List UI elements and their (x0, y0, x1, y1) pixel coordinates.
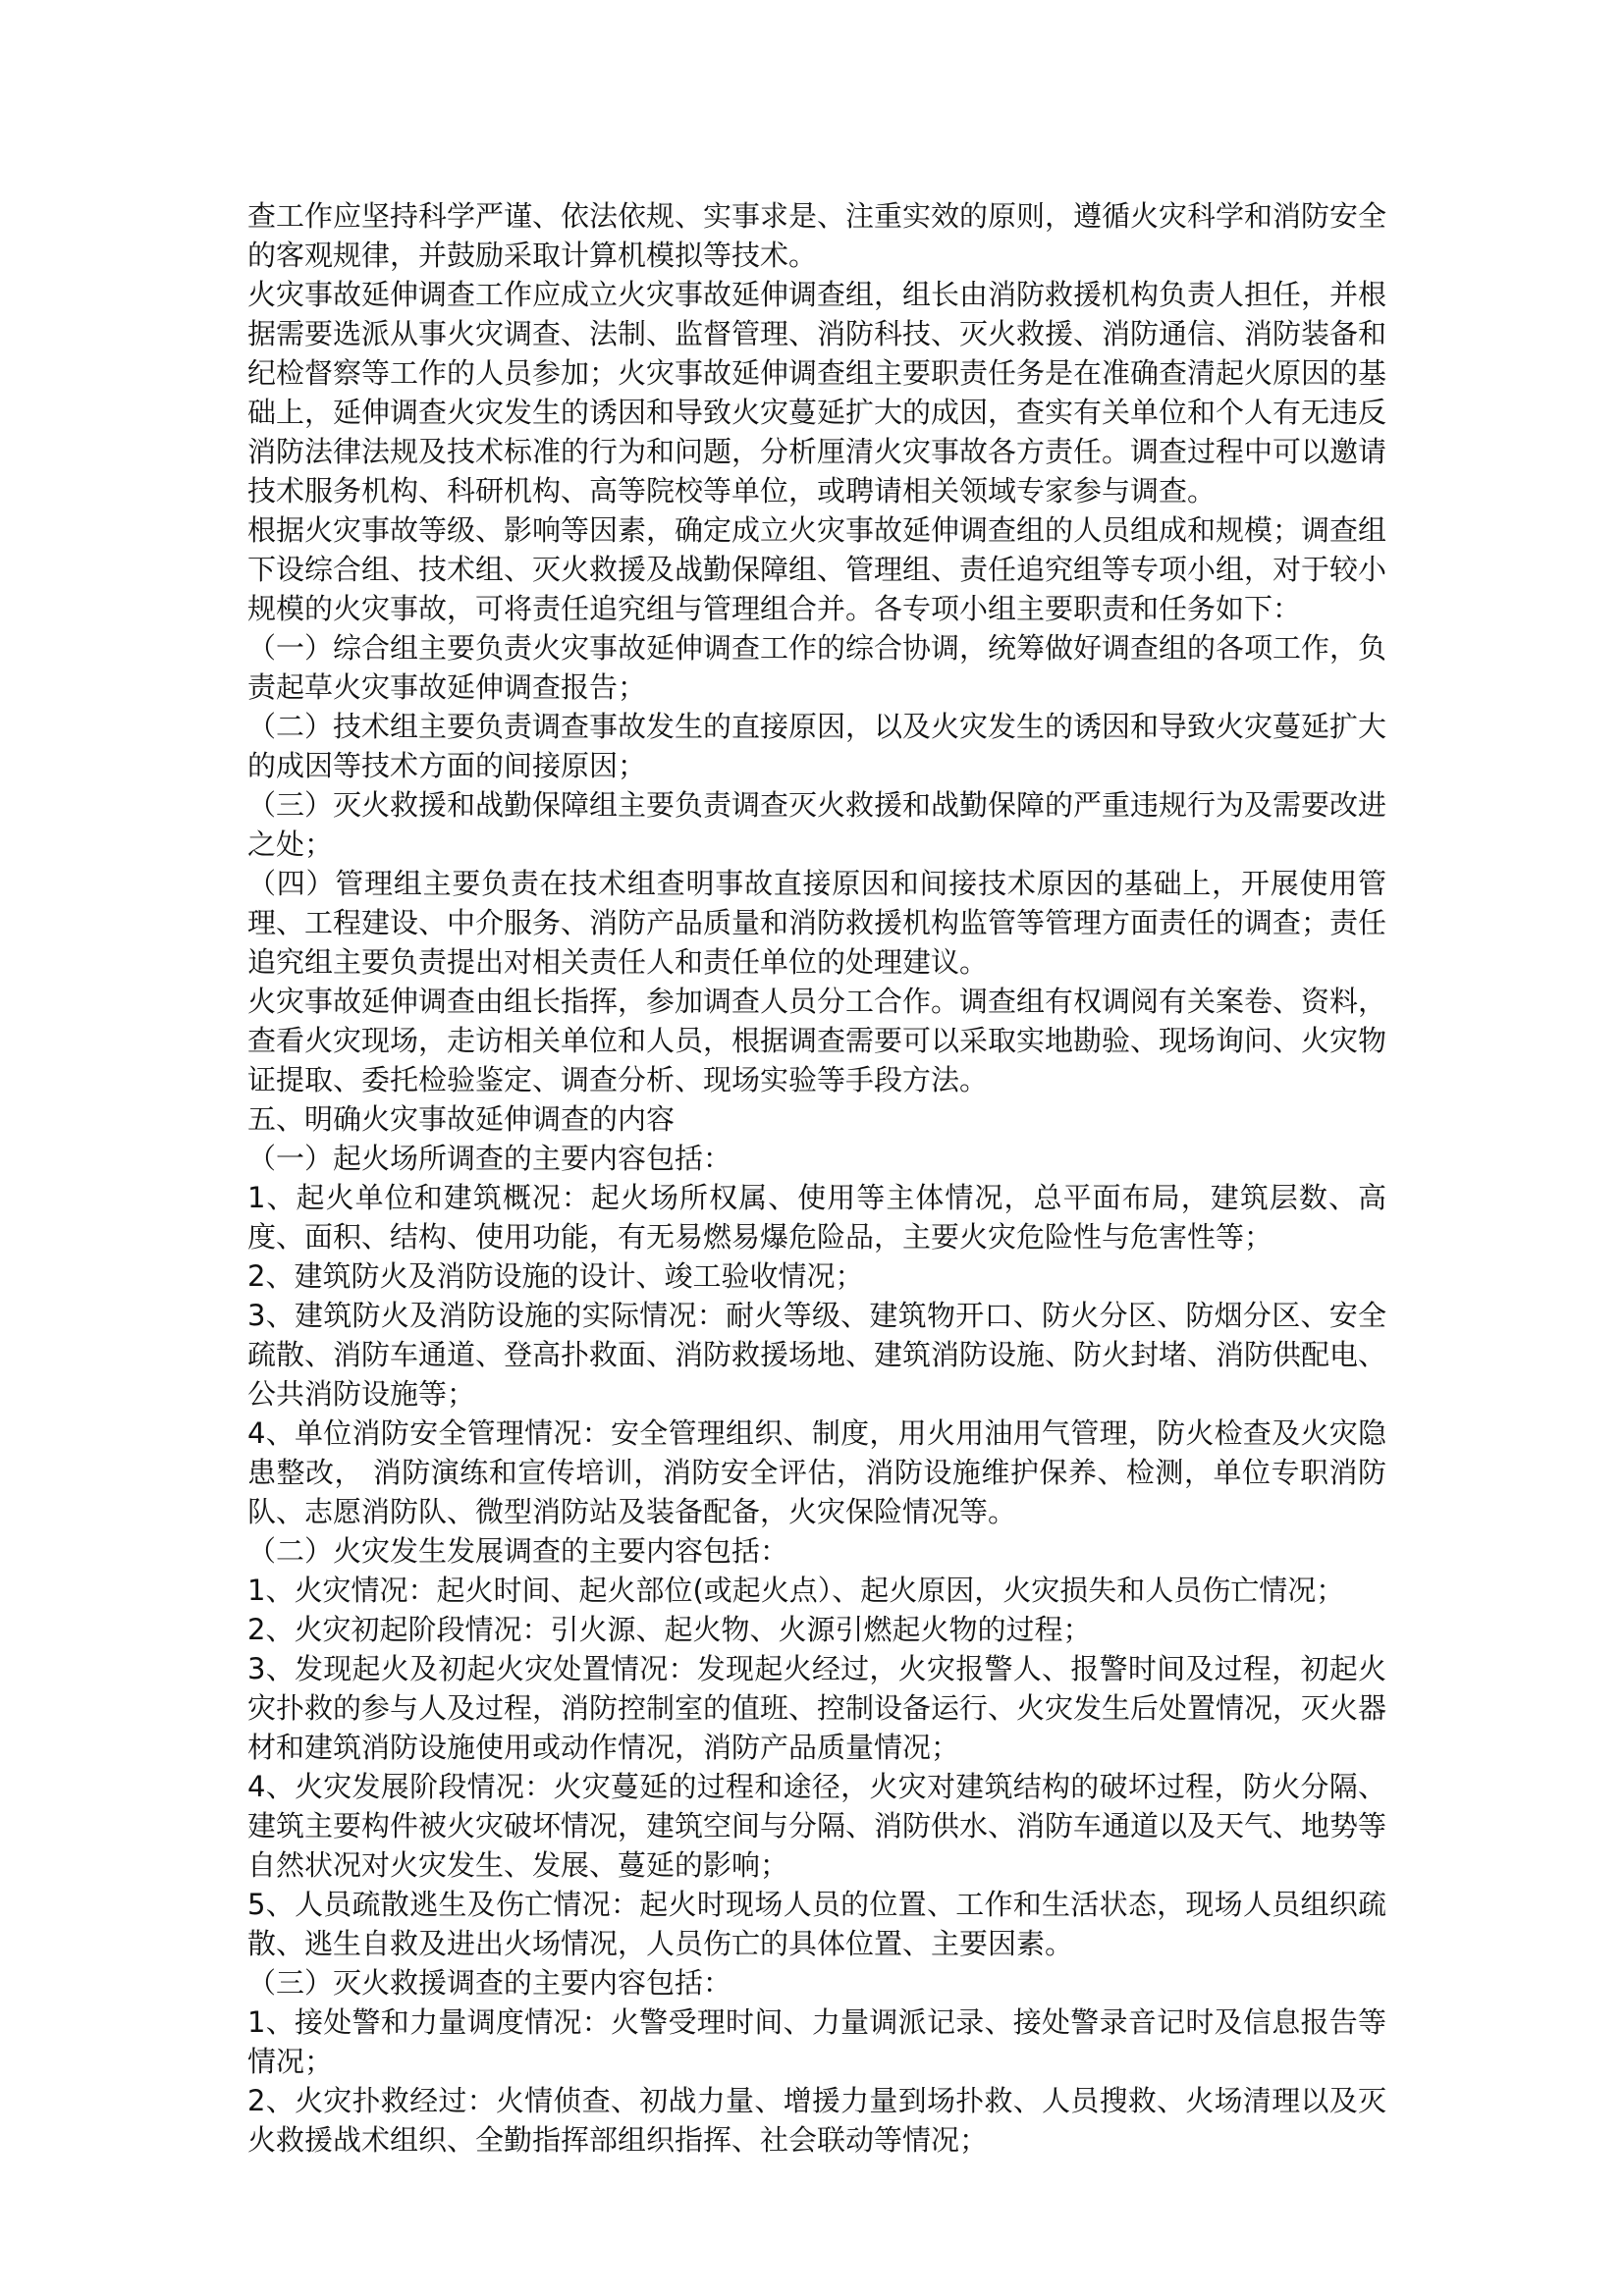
list-item-development-4: 4、火灾发展阶段情况：火灾蔓延的过程和途径，火灾对建筑结构的破坏过程，防火分隔、建筑主要构件被火灾破坏情况，建筑空间与分隔、消防供水、消防车通道以及天气、地势等自然状况对火灾发生、发展、蔓延的影响； (247, 1770, 1387, 1882)
document-page (247, 196, 1386, 2160)
subsection-heading-fire-site: （一）起火场所调查的主要内容包括： (247, 1142, 732, 1175)
list-item-rescue-2: 2、火灾扑救经过：火情侦查、初战力量、增援力量到场扑救、人员搜救、火场清理以及灭火救援战术组织、全勤指挥部组织指挥、社会联动等情况； (247, 2084, 1386, 2157)
list-item-site-3: 3、建筑防火及消防设施的实际情况：耐火等级、建筑物开口、防火分区、防烟分区、安全疏散、消防车通道、登高扑救面、消防救援场地、建筑消防设施、防火封堵、消防供配电、公共消防设施等； (247, 1299, 1387, 1411)
list-item-site-1: 1、起火单位和建筑概况：起火场所权属、使用等主体情况，总平面布局，建筑层数、高度、面积、结构、使用功能，有无易燃易爆危险品，主要火灾危险性与危害性等； (247, 1181, 1386, 1254)
paragraph-general-group: （一）综合组主要负责火灾事故延伸调查工作的综合协调，统筹做好调查组的各项工作，负责起草火灾事故延伸调查报告； (247, 631, 1387, 704)
list-item-development-5: 5、人员疏散逃生及伤亡情况：起火时现场人员的位置、工作和生活状态，现场人员组织疏散、逃生自救及进出火场情况，人员伤亡的具体位置、主要因素。 (247, 1888, 1386, 1960)
paragraph-rescue-group: （三）灭火救援和战勤保障组主要负责调查灭火救援和战勤保障的严重违规行为及需要改进之处； (247, 788, 1387, 861)
list-item-development-1: 1、火灾情况：起火时间、起火部位(或起火点）、起火原因，火灾损失和人员伤亡情况； (247, 1574, 1345, 1607)
paragraph-team-leader-command: 火灾事故延伸调查由组长指挥，参加调查人员分工合作。调查组有权调阅有关案卷、资料，查看火灾现场，走访相关单位和人员，根据调查需要可以采取实地勘验、现场询问、火灾物证提取、委托检验鉴定、调查分析、现场实验等手段方法。 (247, 985, 1387, 1096)
list-item-site-2: 2、建筑防火及消防设施的设计、竣工验收情况； (247, 1259, 864, 1293)
paragraph-investigation-team: 火灾事故延伸调查工作应成立火灾事故延伸调查组，组长由消防救援机构负责人担任，并根据需要选派从事火灾调查、法制、监督管理、消防科技、灭火救援、消防通信、消防装备和纪检督察等工作的人员参加；火灾事故延伸调查组主要职责任务是在准确查清起火原因的基础上，延伸调查火灾发生的诱因和导致火灾蔓延扩大的成因，查实有关单位和个人有无违反消防法律法规及技术标准的行为和问题，分析厘清火灾事故各方责任。调查过程中可以邀请技术服务机构、科研机构、高等院校等单位，或聘请相关领域专家参与调查。 (247, 278, 1387, 507)
list-item-development-2: 2、火灾初起阶段情况：引火源、起火物、火源引燃起火物的过程； (247, 1613, 1092, 1646)
paragraph-intro-principles: 查工作应坚持科学严谨、依法依规、实事求是、注重实效的原则，遵循火灾科学和消防安全的客观规律，并鼓励采取计算机模拟等技术。 (247, 199, 1387, 272)
section-heading-five: 五、明确火灾事故延伸调查的内容 (247, 1102, 676, 1136)
list-item-rescue-1: 1、接处警和力量调度情况：火警受理时间、力量调派记录、接处警录音记时及信息报告等情况； (247, 2005, 1386, 2078)
subsection-heading-rescue: （三）灭火救援调查的主要内容包括： (247, 1966, 732, 2000)
subsection-heading-fire-development: （二）火灾发生发展调查的主要内容包括： (247, 1534, 789, 1568)
list-item-site-4: 4、单位消防安全管理情况：安全管理组织、制度，用火用油用气管理，防火检查及火灾隐患整改， 消防演练和宣传培训，消防安全评估，消防设施维护保养、检测，单位专职消防队、志愿消防队、微型消防站及装备配备，火灾保险情况等。 (247, 1416, 1386, 1528)
paragraph-management-group: （四）管理组主要负责在技术组查明事故直接原因和间接技术原因的基础上，开展使用管理、工程建设、中介服务、消防产品质量和消防救援机构监管等管理方面责任的调查；责任追究组主要负责提出对相关责任人和责任单位的处理建议。 (247, 867, 1387, 979)
paragraph-technical-group: （二）技术组主要负责调查事故发生的直接原因，以及火灾发生的诱因和导致火灾蔓延扩大的成因等技术方面的间接原因； (247, 710, 1387, 782)
paragraph-team-structure: 根据火灾事故等级、影响等因素，确定成立火灾事故延伸调查组的人员组成和规模；调查组下设综合组、技术组、灭火救援及战勤保障组、管理组、责任追究组等专项小组，对于较小规模的火灾事故，可将责任追究组与管理组合并。各专项小组主要职责和任务如下： (247, 513, 1387, 625)
list-item-development-3: 3、发现起火及初起火灾处置情况：发现起火经过，火灾报警人、报警时间及过程，初起火灾扑救的参与人及过程，消防控制室的值班、控制设备运行、火灾发生后处置情况，灭火器材和建筑消防设施使用或动作情况，消防产品质量情况； (247, 1652, 1387, 1764)
